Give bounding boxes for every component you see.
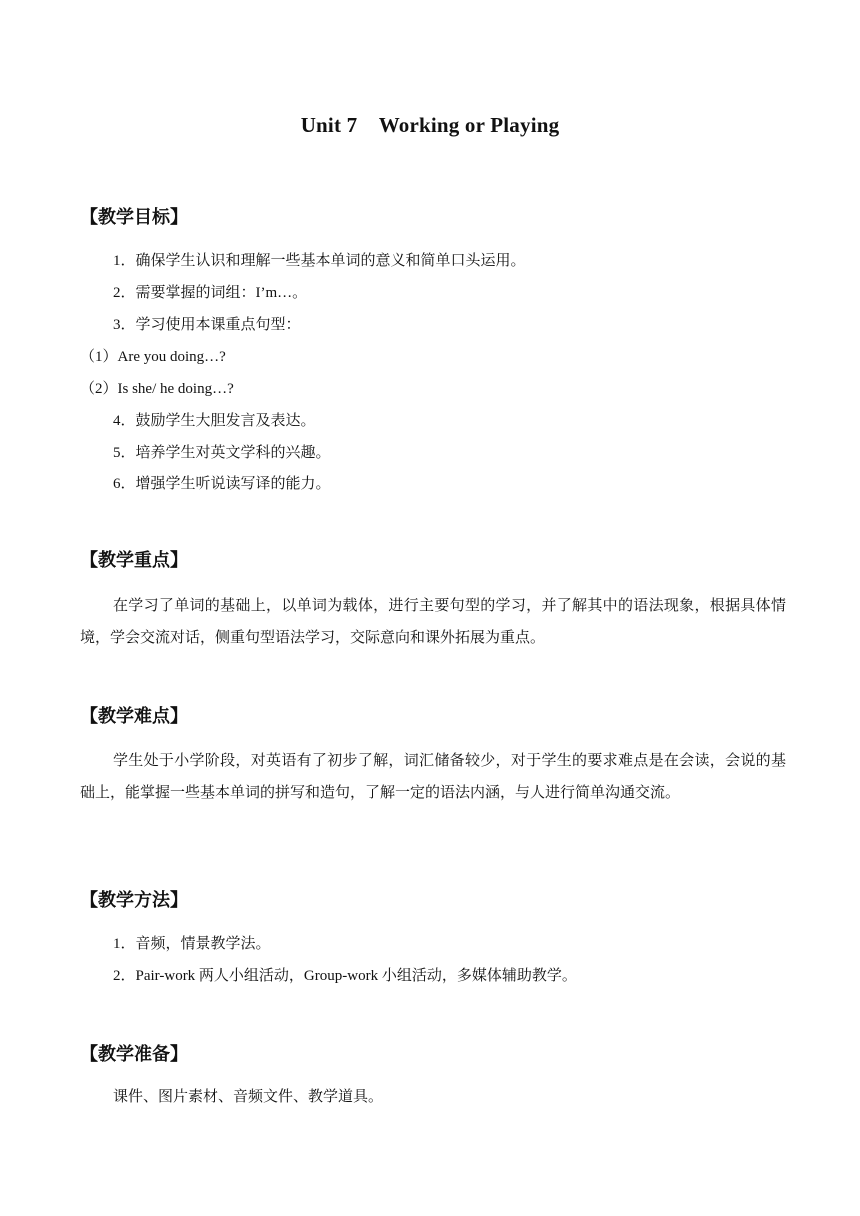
heading-objectives: 【教学目标】 <box>80 207 188 227</box>
objective-item: 4．鼓励学生大胆发言及表达。 <box>113 413 316 429</box>
objective-item: 1．确保学生认识和理解一些基本单词的意义和简单口头运用。 <box>113 253 526 269</box>
heading-methods: 【教学方法】 <box>80 890 188 910</box>
difficulties-paragraph: 学生处于小学阶段，对英语有了初步了解，词汇储备较少，对于学生的要求难点是在会读，会说的基础上，能掌握一些基本单词的拼写和造句，了解一定的语法内涵，与人进行简单沟通交流。 <box>80 753 786 801</box>
heading-difficulties: 【教学难点】 <box>80 706 188 726</box>
method-item: 1．音频，情景教学法。 <box>113 936 271 952</box>
preparation-text: 课件、图片素材、音频文件、教学道具。 <box>113 1089 384 1105</box>
heading-preparation: 【教学准备】 <box>80 1044 188 1064</box>
key-points-paragraph: 在学习了单词的基础上，以单词为载体，进行主要句型的学习，并了解其中的语法现象，根据具体情境，学会交流对话，侧重句型语法学习，交际意向和课外拓展为重点。 <box>80 598 786 646</box>
method-item: 2．Pair-work 两人小组活动，Group-work 小组活动，多媒体辅助教学。 <box>113 968 577 984</box>
objective-item: 6．增强学生听说读写译的能力。 <box>113 476 331 492</box>
objective-item: 5．培养学生对英文学科的兴趣。 <box>113 445 331 461</box>
objective-item: 2．需要掌握的词组：I’m…。 <box>113 285 308 301</box>
heading-key-points: 【教学重点】 <box>80 550 188 570</box>
objective-item: （1）Are you doing…? <box>80 349 226 365</box>
document-title: Unit 7 Working or Playing <box>300 113 560 137</box>
objective-item: 3．学习使用本课重点句型： <box>113 317 301 333</box>
objective-item: （2）Is she/ he doing…? <box>80 381 234 397</box>
